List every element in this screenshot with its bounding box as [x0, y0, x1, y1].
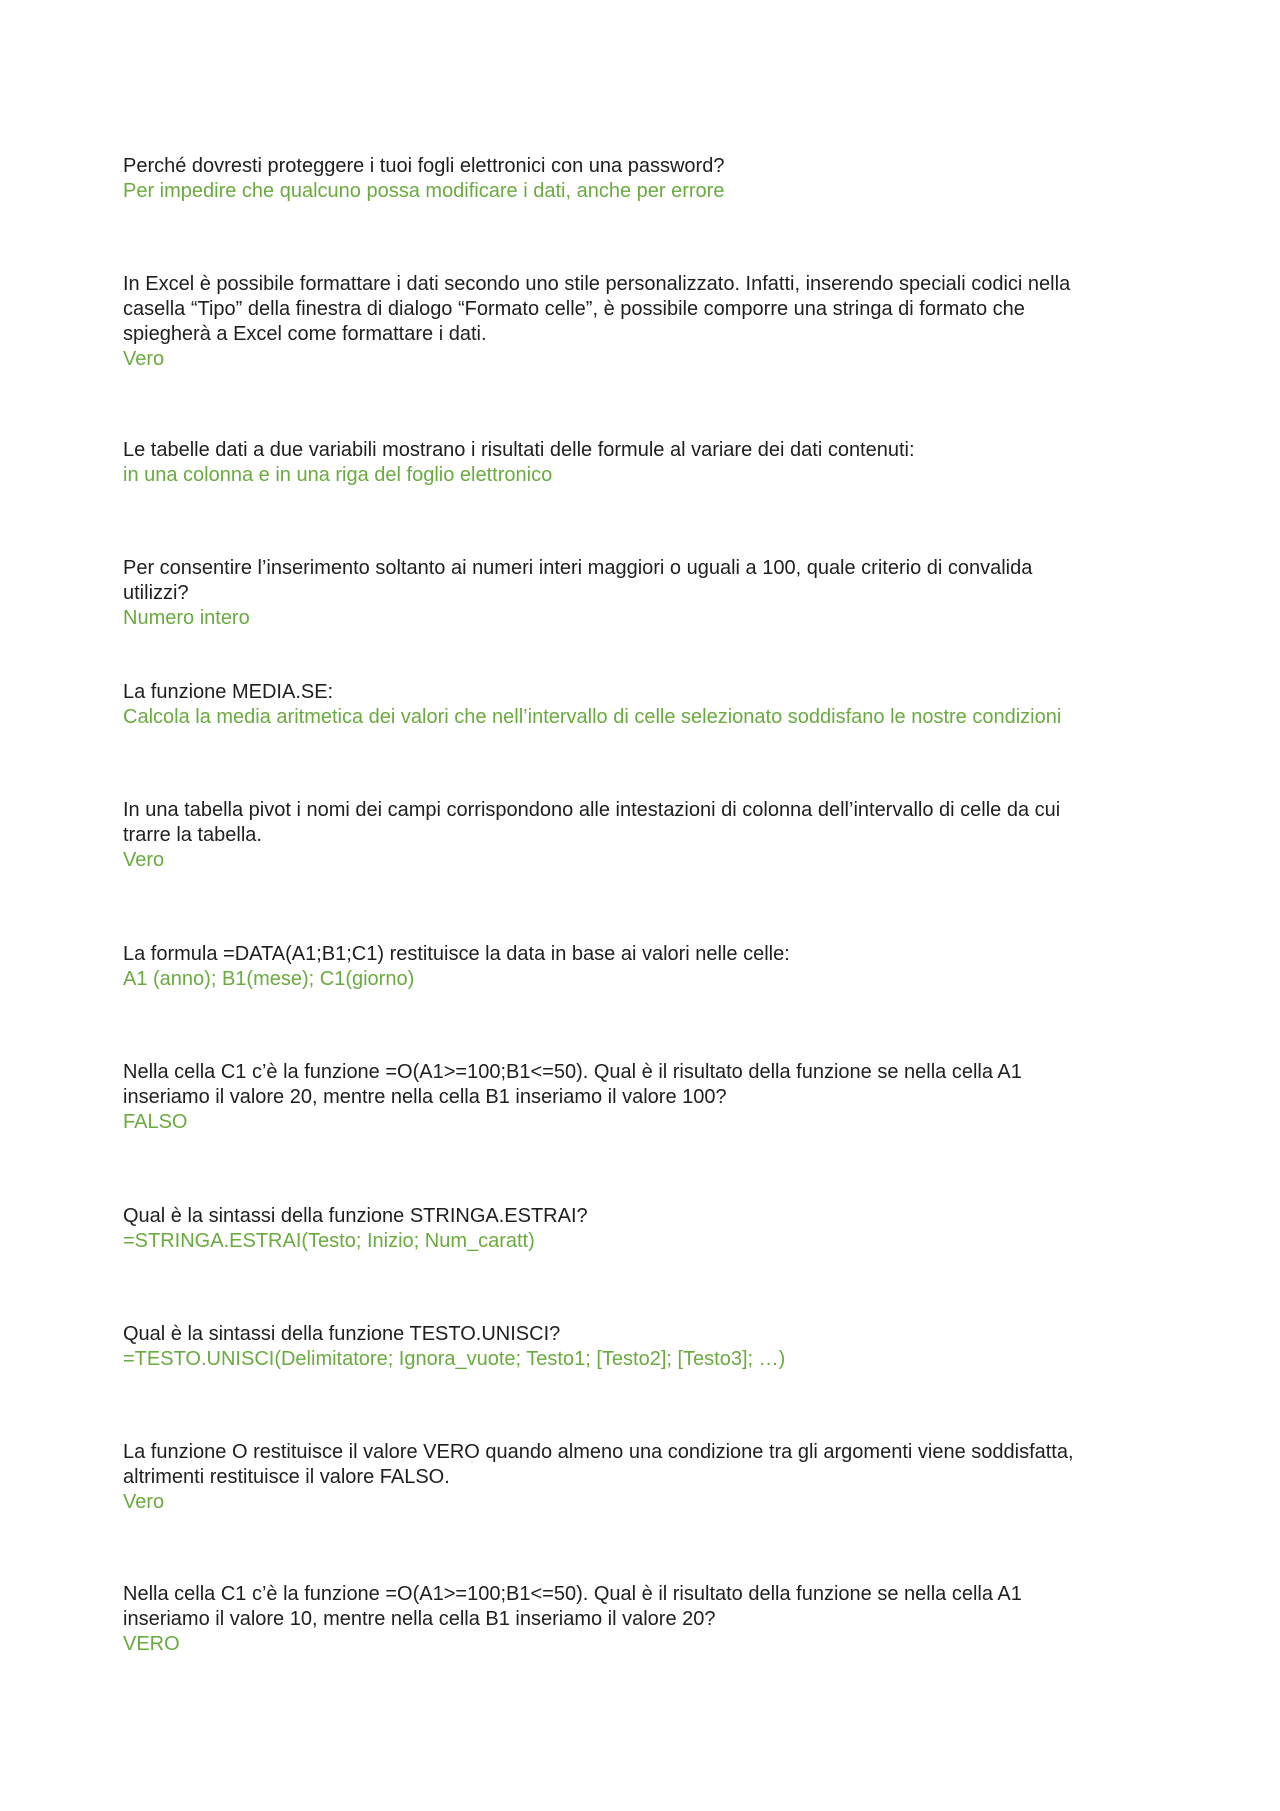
question-text: La funzione O restituisce il valore VERO quando almeno una condizione tra gli argomenti viene soddisfatta, altrimenti restituisce il valore FALSO. [123, 1441, 1074, 1488]
answer-text: FALSO [123, 1111, 188, 1133]
qa-item [123, 556, 1173, 631]
question-text: Per consentire l’inserimento soltanto ai numeri interi maggiori o uguali a 100, quale criterio di convalida utilizzi? [123, 557, 1033, 604]
question-text: Nella cella C1 c’è la funzione =O(A1>=100;B1<=50). Qual è il risultato della funzione se nella cella A1 inseriamo il valore 10, mentre nella cella B1 inseriamo il valore 20? [123, 1583, 1022, 1630]
answer-text: in una colonna e in una riga del foglio elettronico [123, 464, 553, 486]
answer-text: Numero intero [123, 607, 250, 629]
question-text: Qual è la sintassi della funzione TESTO.UNISCI? [123, 1323, 561, 1345]
qa-item [123, 1322, 1173, 1372]
answer-text: Per impedire che qualcuno possa modificare i dati, anche per errore [123, 180, 725, 202]
answer-text: =TESTO.UNISCI(Delimitatore; Ignora_vuote; Testo1; [Testo2]; [Testo3]; …) [123, 1348, 786, 1370]
qa-item [123, 154, 1173, 204]
qa-item [123, 272, 1173, 372]
qa-item [123, 1060, 1173, 1135]
answer-text: A1 (anno); B1(mese); C1(giorno) [123, 968, 415, 990]
answer-text: VERO [123, 1633, 180, 1655]
answer-text: =STRINGA.ESTRAI(Testo; Inizio; Num_caratt) [123, 1230, 535, 1252]
question-text: Le tabelle dati a due variabili mostrano i risultati delle formule al variare dei dati contenuti: [123, 439, 915, 461]
question-text: La funzione MEDIA.SE: [123, 681, 334, 703]
question-text: Nella cella C1 c’è la funzione =O(A1>=100;B1<=50). Qual è il risultato della funzione se nella cella A1 inseriamo il valore 20, mentre nella cella B1 inseriamo il valore 100? [123, 1061, 1022, 1108]
qa-item [123, 680, 1173, 730]
qa-item [123, 798, 1173, 873]
qa-item [123, 1204, 1173, 1254]
question-text: In Excel è possibile formattare i dati secondo uno stile personalizzato. Infatti, inserendo speciali codici nella casella “Tipo” della finestra di dialogo “Formato celle”, è possibile comporre una stringa di formato che spiegherà a Excel come formattare i dati. [123, 273, 1071, 345]
qa-item [123, 1440, 1173, 1515]
question-text: Qual è la sintassi della funzione STRINGA.ESTRAI? [123, 1205, 588, 1227]
answer-text: Vero [123, 348, 165, 370]
question-text: In una tabella pivot i nomi dei campi corrispondono alle intestazioni di colonna dell’intervallo di celle da cui trarre la tabella. [123, 799, 1061, 846]
answer-text: Vero [123, 849, 165, 871]
answer-text: Calcola la media aritmetica dei valori che nell’intervallo di celle selezionato soddisfano le nostre condizioni [123, 706, 1062, 728]
question-text: Perché dovresti proteggere i tuoi fogli elettronici con una password? [123, 155, 725, 177]
qa-item [123, 942, 1173, 992]
qa-item [123, 438, 1173, 488]
answer-text: Vero [123, 1491, 165, 1513]
qa-item [123, 1582, 1173, 1657]
question-text: La formula =DATA(A1;B1;C1) restituisce la data in base ai valori nelle celle: [123, 943, 790, 965]
